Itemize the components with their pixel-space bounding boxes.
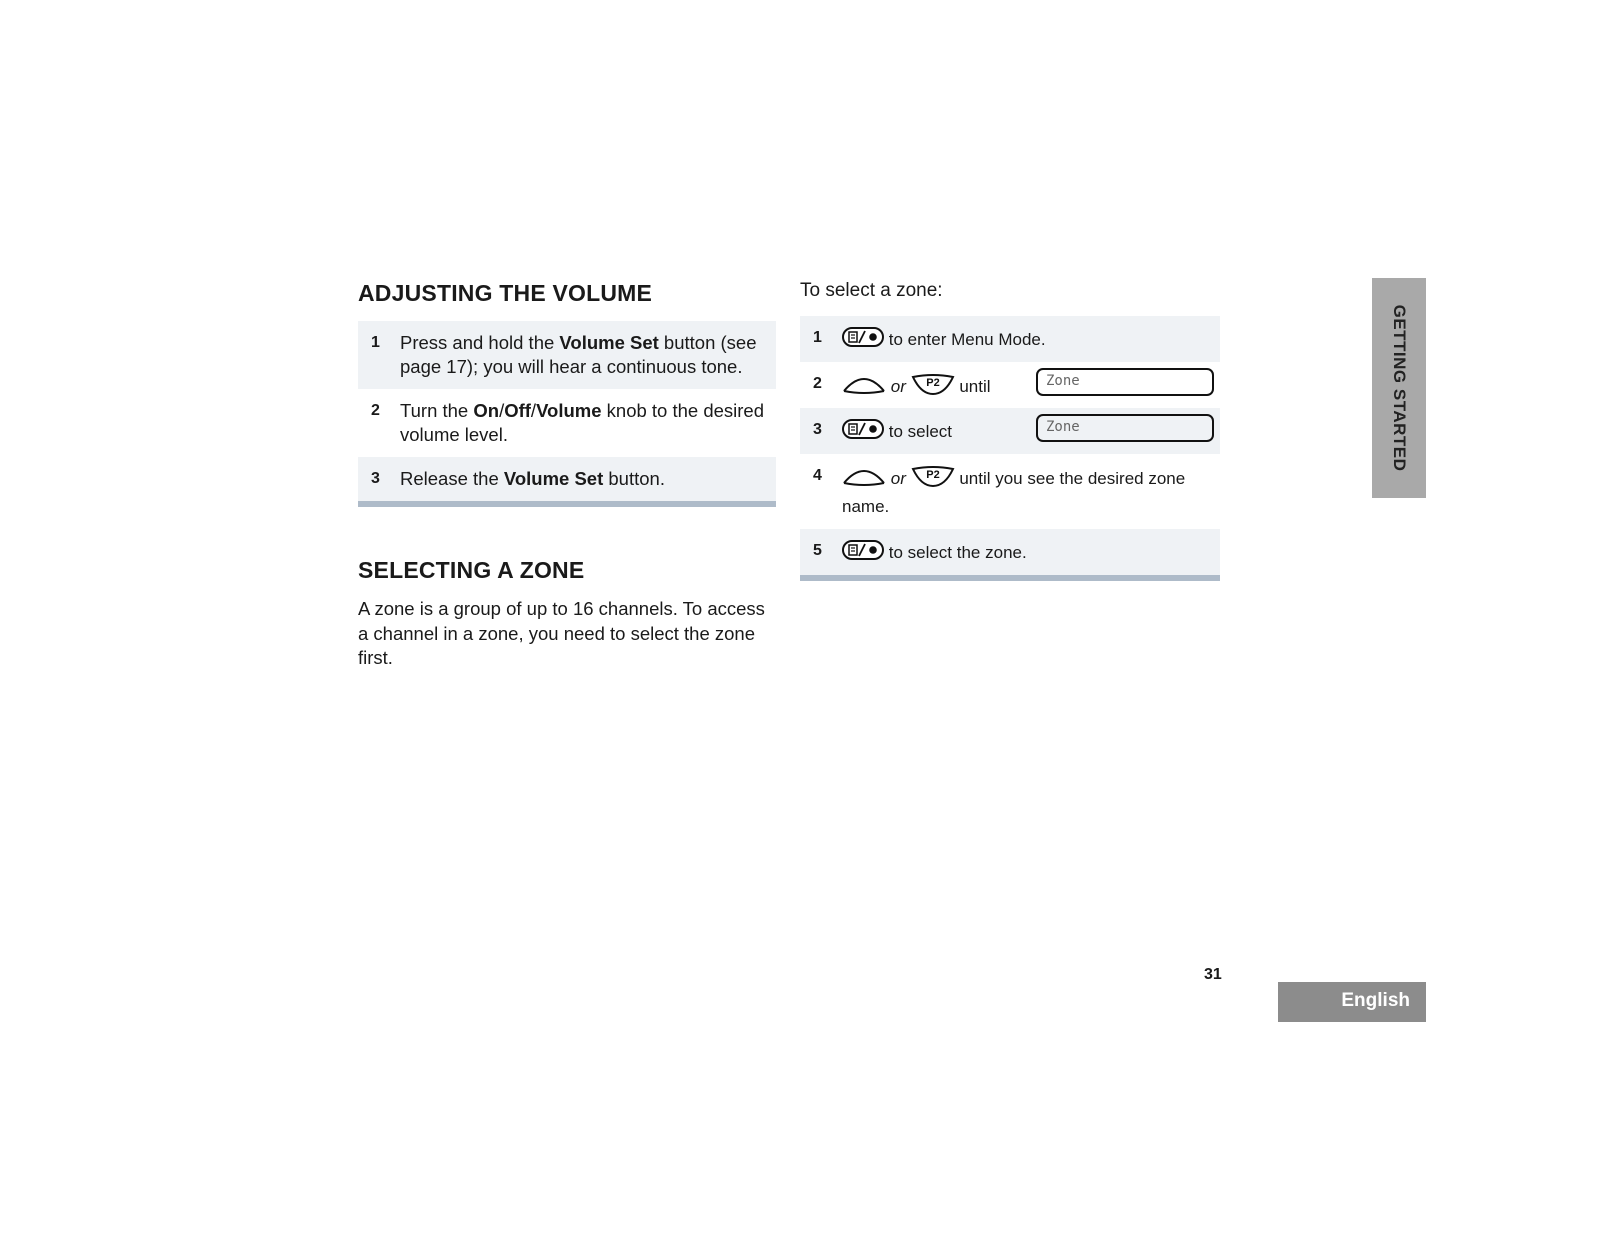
select-step-5: 5 to select the zone. [800,529,1220,575]
step-number: 1 [371,334,380,351]
zone-paragraph: A zone is a group of up to 16 channels. To access a channel in a zone, you need to select the zone first. [358,598,765,668]
select-intro: To select a zone: [800,280,943,301]
volume-heading: ADJUSTING THE VOLUME [358,280,653,306]
p2-button-icon [911,372,955,403]
volume-step-2: 2 Turn the On/Off/Volume knob to the desired volume level. [371,400,765,445]
select-step-3: 3 to select Zone [800,408,1220,454]
menu-button-icon [842,418,884,447]
step-number: 2 [813,375,822,392]
step-number: 3 [371,470,380,487]
section-side-tab [1372,278,1426,498]
volume-step-3: 3 Release the Volume Set button. [358,457,776,501]
p2-label: P2 [925,377,940,389]
step-number: 2 [371,402,380,419]
step-number: 1 [813,329,822,346]
radio-display: Zone [1036,414,1214,442]
menu-button-icon [842,326,884,355]
select-steps-table [800,316,1220,581]
step-number: 5 [813,542,822,559]
table-end-rule [358,501,776,507]
up-arrow-button-icon [842,373,886,402]
section-side-tab-label: GETTING STARTED [1390,304,1409,472]
step-number: 3 [813,421,822,438]
select-step-2: 2 or P2 until Zone [800,362,1220,408]
select-step-1: 1 to enter Menu Mode. [800,316,1220,362]
volume-steps-table [358,321,776,507]
radio-display: Zone [1036,368,1214,396]
volume-step-1: 1 Press and hold the Volume Set button (see page 17); you will hear a continuous tone. [358,321,776,389]
page-number: 31 [1204,966,1222,983]
select-step-4: 4 or P2 until you see the desired zone name. [800,454,1220,529]
zone-heading: SELECTING A ZONE [358,557,585,583]
table-end-rule [800,575,1220,581]
language-tab: English [1278,982,1426,1022]
p2-button-icon [911,464,955,495]
up-arrow-button-icon [842,465,886,494]
menu-button-icon [842,539,884,568]
step-number: 4 [813,467,822,484]
p2-label: P2 [925,469,940,481]
